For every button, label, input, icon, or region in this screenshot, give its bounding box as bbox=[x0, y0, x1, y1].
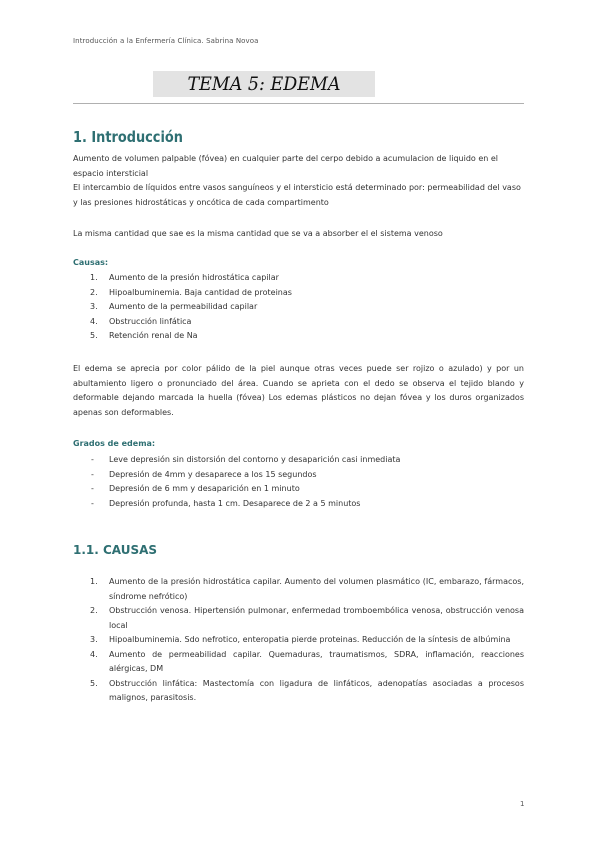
list-item-text: Leve depresión sin distorsión del contorno y desaparición casi inmediata bbox=[109, 455, 401, 464]
list-item bbox=[73, 497, 524, 512]
list-number: 4. bbox=[90, 649, 98, 659]
list-number: 2. bbox=[90, 287, 98, 297]
list-bullet: - bbox=[91, 469, 94, 479]
list-item-text: Depresión de 4mm y desaparece a los 15 segundos bbox=[109, 469, 317, 479]
list-bullet: - bbox=[91, 498, 94, 508]
causes-list bbox=[73, 271, 524, 344]
list-item bbox=[73, 677, 524, 706]
list-item-text: Obstrucción linfática: Mastectomía con ligadura de linfáticos, adenopatías asociadas a procesos malignos, parasitosis. bbox=[109, 678, 524, 702]
list-item-text: Depresión de 6 mm y desaparición en 1 minuto bbox=[109, 484, 300, 493]
title-divider bbox=[73, 103, 524, 104]
list-item bbox=[73, 468, 524, 483]
list-number: 3. bbox=[90, 635, 98, 644]
page-number: 1 bbox=[520, 800, 525, 808]
list-item-text: Obstrucción venosa. Hipertensión pulmonar, enfermedad tromboembólica venosa, obstrucción venosa local bbox=[109, 606, 524, 630]
list-number: 5. bbox=[90, 678, 98, 688]
list-item bbox=[73, 604, 524, 633]
list-item bbox=[73, 329, 524, 344]
list-item-text: Aumento de la permeabilidad capilar bbox=[109, 302, 258, 311]
running-header: Introducción a la Enfermería Clínica. Sabrina Novoa bbox=[73, 37, 259, 45]
list-item-text: Depresión profunda, hasta 1 cm. Desaparece de 2 a 5 minutos bbox=[109, 498, 361, 508]
list-item-text: Aumento de la presión hidrostática capilar. Aumento del volumen plasmático (IC, embarazo, fármacos, síndrome nefrótico) bbox=[109, 577, 524, 601]
list-item-text: Hipoalbuminemia. Baja cantidad de proteinas bbox=[109, 287, 292, 297]
list-number: 5. bbox=[90, 331, 98, 340]
grades-subheading: Grados de edema: bbox=[73, 439, 156, 448]
list-number: 3. bbox=[90, 302, 98, 311]
list-item bbox=[73, 648, 524, 677]
list-item bbox=[73, 453, 524, 468]
intro-paragraph-1: Aumento de volumen palpable (fóvea) en cualquier parte del cerpo debido a acumulacion de liquido en el espacio intersticial bbox=[73, 154, 499, 178]
intro-paragraph-2: El intercambio de líquidos entre vasos sanguíneos y el intersticio está determinado por: permeabilidad del vaso y las presiones hidrostáticas y oncótica de cada compartimento bbox=[73, 183, 521, 207]
section-heading-causas: 1.1. CAUSAS bbox=[73, 543, 158, 557]
list-item-text: Aumento de permeabilidad capilar. Quemaduras, traumatismos, SDRA, inflamación, reacciones alérgicas, DM bbox=[109, 649, 524, 673]
causes-subheading: Causas: bbox=[73, 258, 109, 267]
list-item bbox=[73, 286, 524, 301]
list-item bbox=[73, 633, 524, 648]
list-number: 1. bbox=[90, 577, 98, 586]
list-item bbox=[73, 482, 524, 497]
list-number: 2. bbox=[90, 606, 98, 615]
section-heading-introduccion: 1. Introducción bbox=[73, 128, 183, 146]
list-item bbox=[73, 300, 524, 315]
grades-list bbox=[73, 453, 524, 511]
list-item-text: Aumento de la presión hidrostática capilar bbox=[109, 273, 279, 282]
list-item bbox=[73, 315, 524, 330]
list-item bbox=[73, 575, 524, 604]
document-title: TEMA 5: EDEMA bbox=[187, 73, 341, 95]
intro-paragraph-3: La misma cantidad que sae es la misma cantidad que se va a absorber el el sistema venoso bbox=[73, 229, 443, 238]
list-item-text: Retención renal de Na bbox=[109, 331, 198, 340]
list-number: 4. bbox=[90, 316, 98, 326]
list-bullet: - bbox=[91, 484, 94, 493]
list-bullet: - bbox=[91, 455, 94, 464]
list-number: 1. bbox=[90, 273, 98, 282]
list-item bbox=[73, 271, 524, 286]
list-item-text: Hipoalbuminemia. Sdo nefrotico, enteropatia pierde proteinas. Reducción de la síntesis de albúmina bbox=[109, 635, 511, 644]
edema-description-paragraph: El edema se aprecia por color pálido de la piel aunque otras veces puede ser rojizo o azulado) y por un abultamiento ligero o pronunciado del área. Cuando se aprieta con el dedo se observa el tejido blando y deformable dejando marcada la huella (fóvea) Los edemas plásticos no dejan fóvea y los duros organizados apenas son deformables. bbox=[73, 364, 524, 417]
list-item-text: Obstrucción linfática bbox=[109, 316, 192, 326]
causas-detailed-list bbox=[73, 575, 524, 706]
